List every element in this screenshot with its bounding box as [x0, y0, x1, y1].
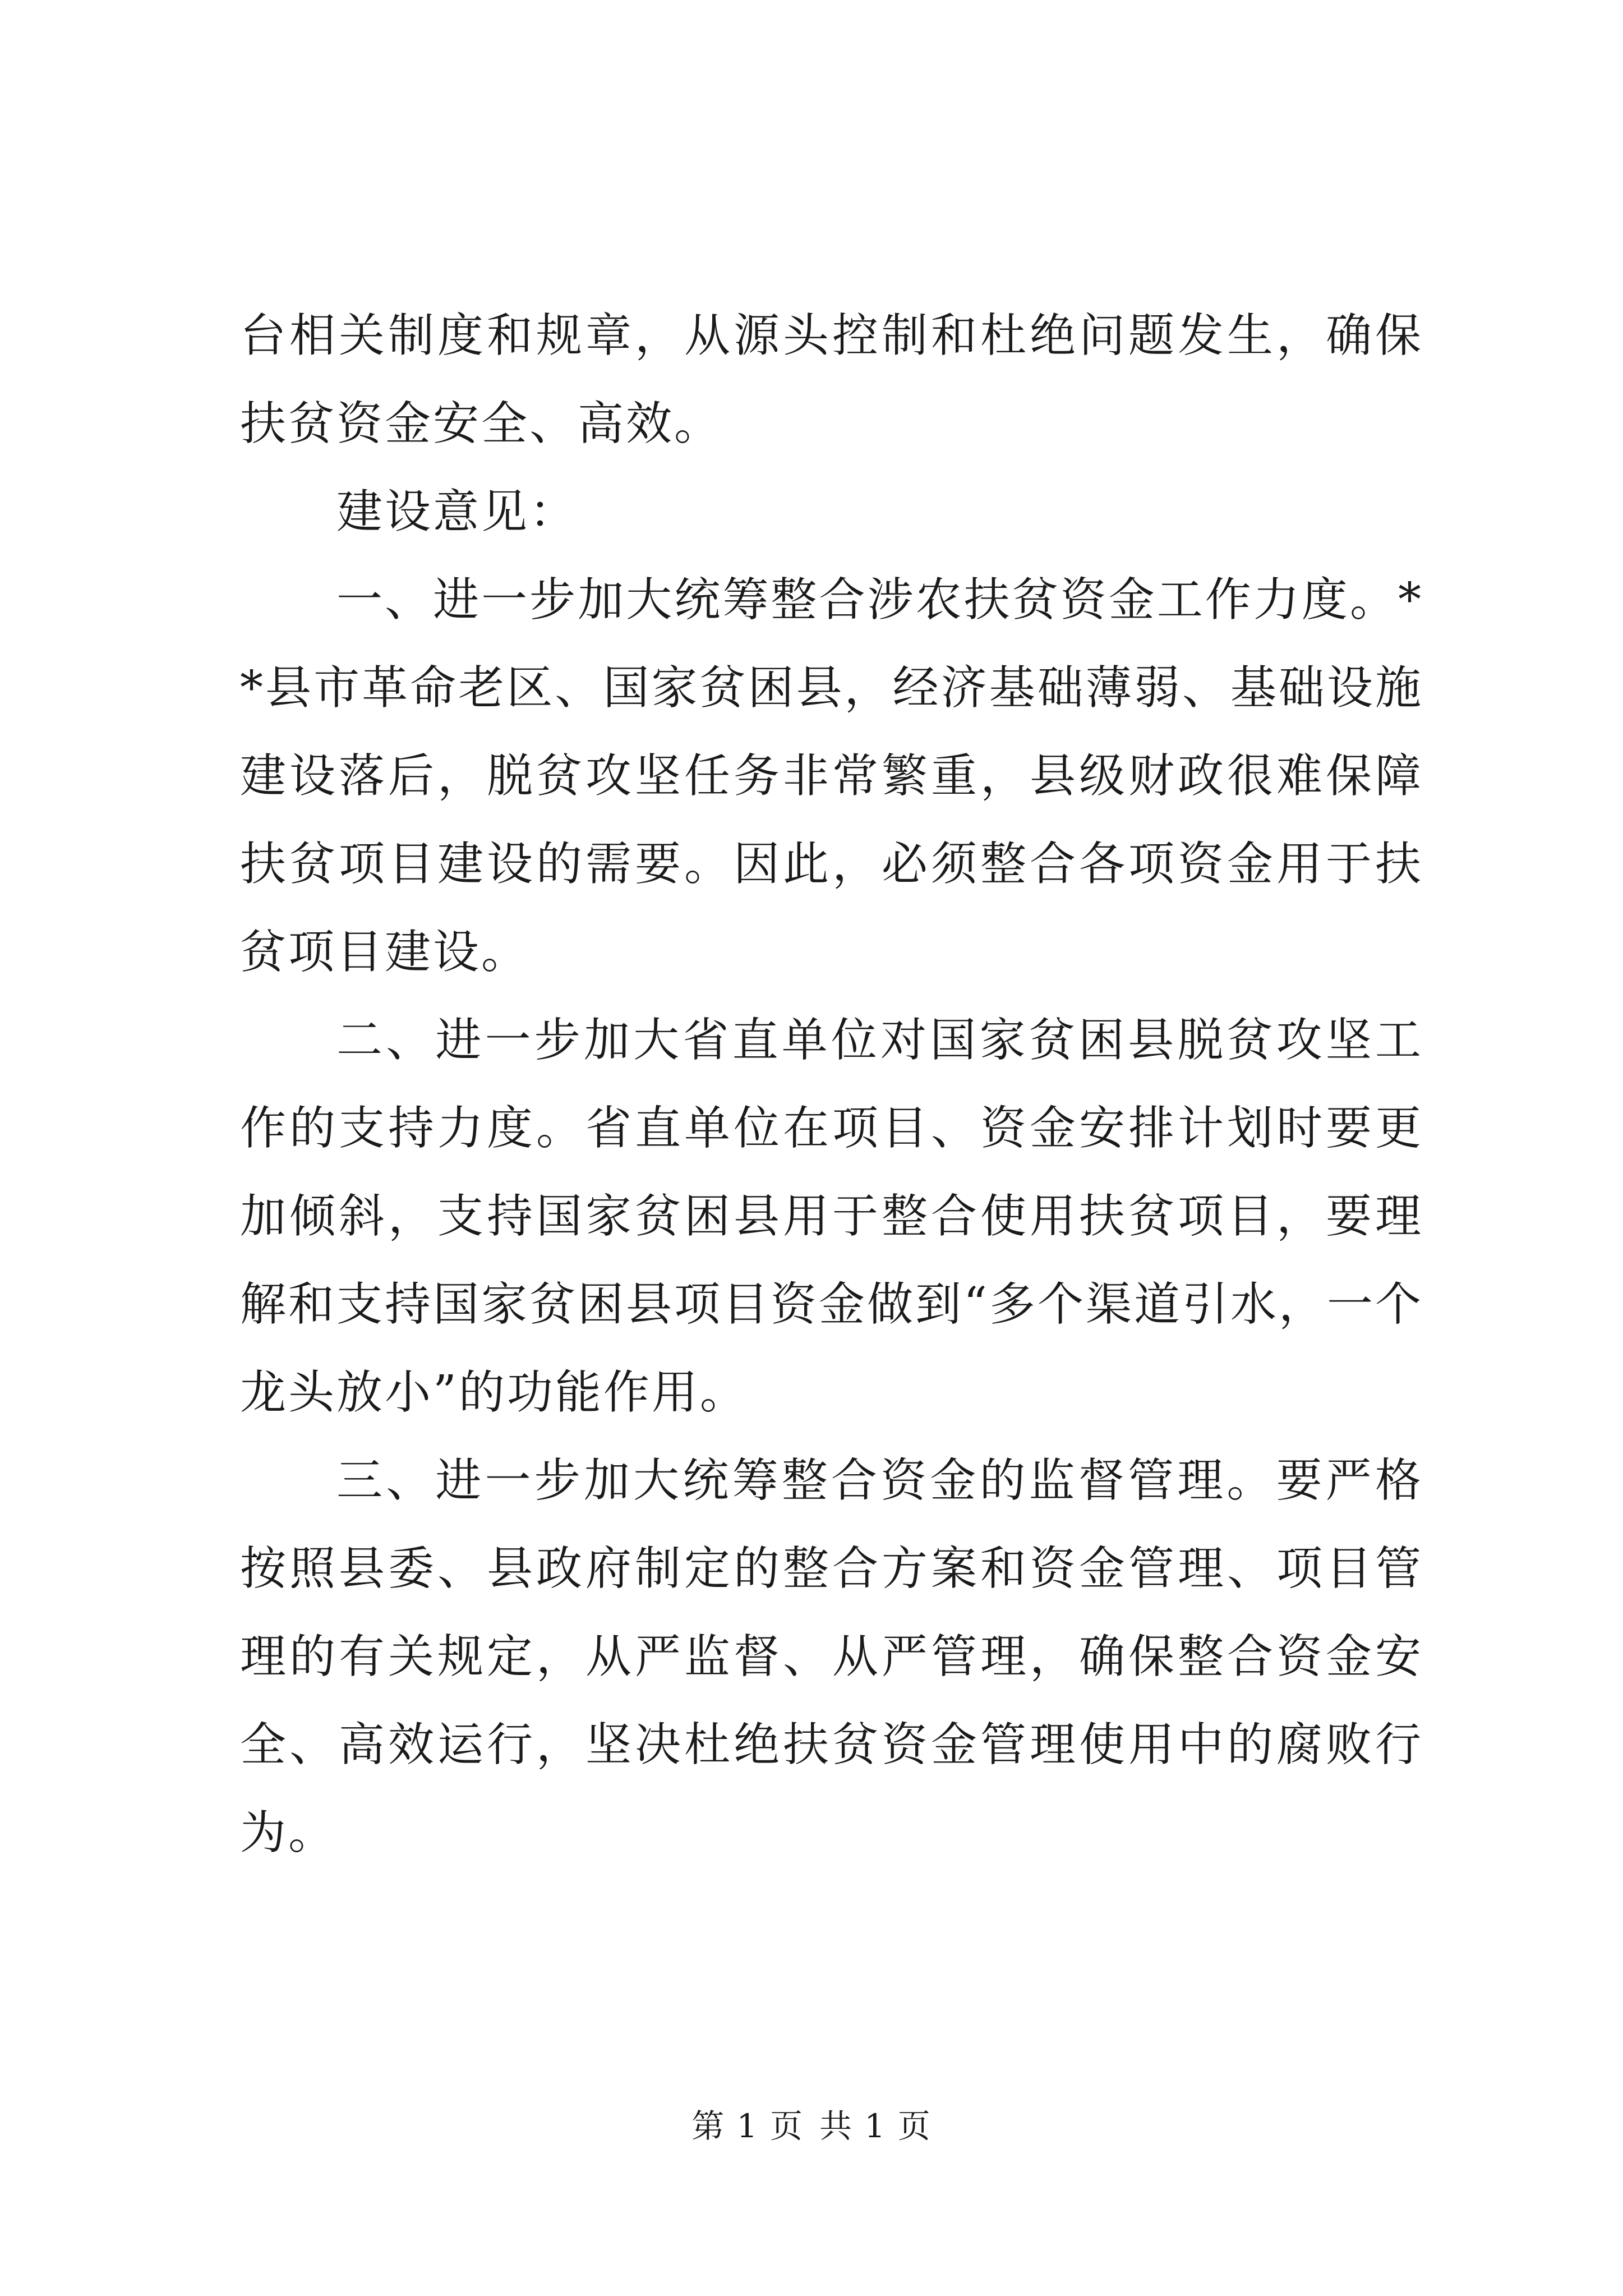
paragraph-suggestion-3: 三、进一步加大统筹整合资金的监督管理。要严格按照县委、县政府制定的整合方案和资金管理、项目管理的有关规定，从严监督、从严管理，确保整合资金安全、高效运行，坚决杜绝扶贫资金管理使用中的腐败行为。 — [240, 1454, 1423, 1860]
paragraph-suggestion-2: 二、进一步加大省直单位对国家贫困县脱贫攻坚工作的支持力度。省直单位在项目、资金安排计划时要更加倾斜，支持国家贫困县用于整合使用扶贫项目，要理解和支持国家贫困县项目资金做到“多个渠道引水，一个龙头放小”的功能作用。 — [240, 1014, 1423, 1419]
paragraph-heading-suggestions: 建设意见： — [336, 485, 578, 539]
page-number-total: 共 1 页 — [819, 2107, 932, 2145]
document-body — [240, 292, 1423, 1877]
page-footer — [0, 2106, 1623, 2146]
paragraph-continuation: 台相关制度和规章，从源头控制和杜绝问题发生，确保扶贫资金安全、高效。 — [240, 309, 1423, 450]
page-number-current: 第 1 页 — [691, 2107, 804, 2145]
paragraph-suggestion-1: 一、进一步加大统筹整合涉农扶贫资金工作力度。**县市革命老区、国家贫困县，经济基础薄弱、基础设施建设落后，脱贫攻坚任务非常繁重，县级财政很难保障扶贫项目建设的需要。因此，必须整合各项资金用于扶贫项目建设。 — [240, 573, 1423, 979]
